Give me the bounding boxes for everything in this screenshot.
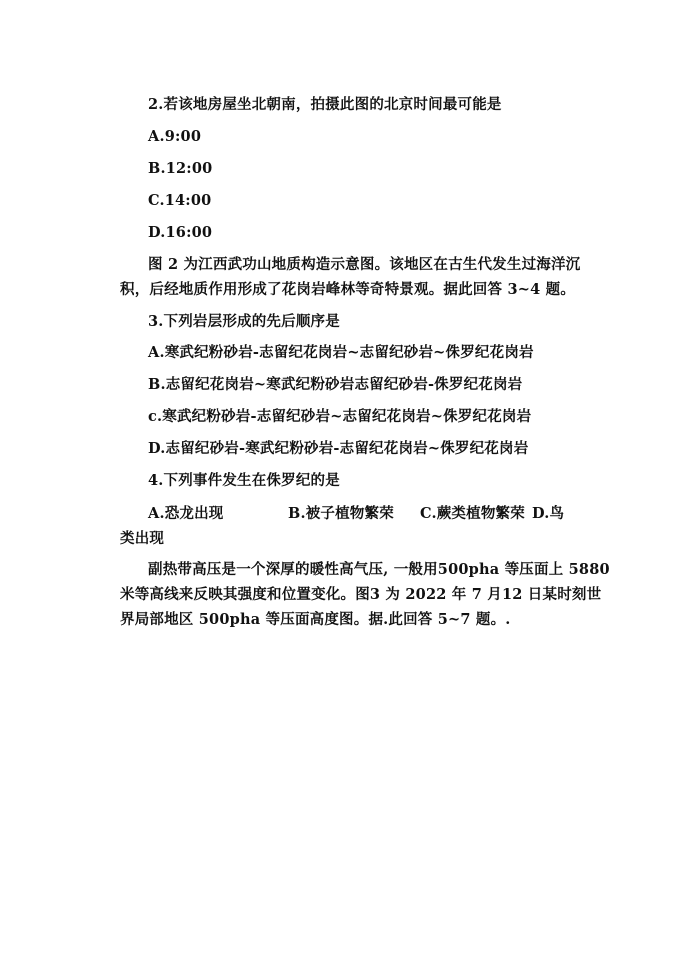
question-4-stem: 4.下列事件发生在侏罗纪的是	[148, 472, 340, 489]
passage-1-line-1: 图 2 为江西武功山地质构造示意图。该地区在古生代发生过海洋沉	[148, 256, 581, 273]
question-3-option-d: D.志留纪砂岩-寒武纪粉砂岩-志留纪花岗岩~侏罗纪花岗岩	[148, 440, 529, 457]
question-3-option-a: A.寒武纪粉砂岩-志留纪花岗岩~志留纪砂岩~侏罗纪花岗岩	[148, 344, 534, 361]
question-2-option-c: C.14:00	[148, 192, 212, 209]
question-4-option-d: D.鸟	[532, 505, 565, 522]
question-4-option-a: A.恐龙出现	[148, 505, 224, 522]
passage-1-line-2: 积，后经地质作用形成了花岗岩峰林等奇特景观。据此回答 3~4 题。	[120, 281, 576, 298]
question-4-option-d-continued: 类出现	[120, 530, 165, 547]
passage-2-line-1: 副热带高压是一个深厚的暖性高气压, 一般用500pha 等压面上 5880	[148, 561, 610, 578]
question-4-option-c: C.蕨类植物繁荣	[420, 505, 525, 522]
question-2-option-a: A.9:00	[148, 128, 202, 145]
question-4-option-b: B.被子植物繁荣	[288, 505, 394, 522]
question-3-stem: 3.下列岩层形成的先后顺序是	[148, 313, 340, 330]
question-2-option-d: D.16:00	[148, 224, 213, 241]
question-2-stem: 2.若该地房屋坐北朝南，拍摄此图的北京时间最可能是	[148, 96, 502, 113]
question-2-option-b: B.12:00	[148, 160, 213, 177]
question-3-option-c: c.寒武纪粉砂岩-志留纪砂岩~志留纪花岗岩~侏罗纪花岗岩	[148, 408, 532, 425]
passage-2-line-2: 米等高线来反映其强度和位置变化。图3 为 2022 年 7 月12 日某时刻世	[120, 586, 602, 603]
question-3-option-b: B.志留纪花岗岩~寒武纪粉砂岩志留纪砂岩-侏罗纪花岗岩	[148, 376, 523, 393]
passage-2-line-3: 界局部地区 500pha 等压面高度图。据.此回答 5~7 题。.	[120, 611, 511, 628]
